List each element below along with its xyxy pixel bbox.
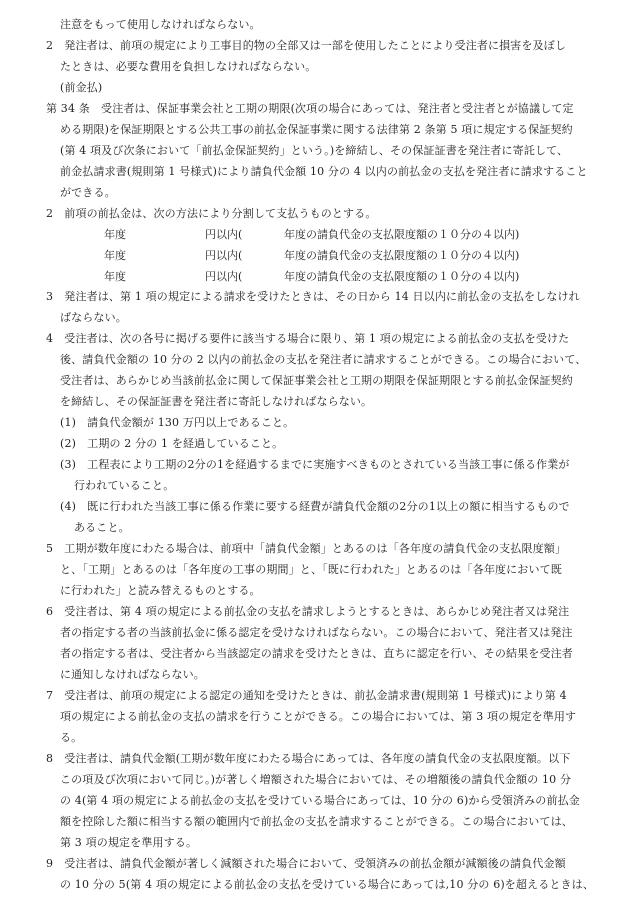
text-line: に通知しなければならない。 — [60, 668, 205, 681]
text-line: 行われていること。 — [74, 479, 175, 492]
text-line: (第 4 項及び次条において「前払金保証契約」という。)を締結し、その保証証書を発注者に寄託して、 — [60, 144, 569, 157]
text-line: たときは、必要な費用を負担しなければならない。 — [60, 60, 317, 73]
text-line: の 10 分の 5(第 4 項の規定による前払金の支払を受けている場合にあっては,10 分の 6)を超えるときは、 — [60, 878, 594, 891]
table-cell: 円以内( — [205, 249, 243, 262]
text-line: る。 — [60, 731, 83, 744]
text-line: 項の規定による前払金の支払の請求を行うことができる。この場合においては、第 3 項の規定を準用す — [60, 710, 577, 723]
table-cell: 年度 — [104, 249, 126, 262]
text-line: 7 受注者は、前項の規定による認定の通知を受けたときは、前払金請求書(規則第 1 号様式)により第 4 — [46, 689, 567, 702]
text-line: 前金払請求書(規則第 1 号様式)により請負代金額 10 分の 4 以内の前払金の支払を発注者に請求すること — [60, 165, 588, 178]
text-line: 後、請負代金額の 10 分の 2 以内の前払金の支払を発注者に請求することができる。この場合において、 — [60, 353, 587, 366]
text-line: 者の指定する者の当該前払金に係る認定を受けなければならない。この場合において、発注者又は発注 — [60, 626, 573, 639]
text-line: (1) 請負代金額が 130 万円以上であること。 — [60, 416, 295, 429]
text-line: (4) 既に行われた当該工事に係る作業に要する経費が請負代金額の2分の1以上の額に相当するもので — [60, 500, 570, 513]
text-line: 4 受注者は、次の各号に掲げる要件に該当する場合に限り、第 1 項の規定による前払金の支払を受けた — [46, 332, 570, 345]
table-cell: 年度 — [104, 270, 126, 283]
text-line: に行われた」と読み替えるものとする。 — [60, 584, 261, 597]
text-line: (前金払) — [60, 81, 103, 94]
table-cell: 年度の請負代金の支払限度額の１０分の４以内) — [284, 249, 520, 262]
text-line: 第 3 項の規定を準用する。 — [60, 836, 198, 849]
text-line: 受注者は、あらかじめ当該前払金に関して保証事業会社と工期の期限を保証期限とする前払金保証契約 — [60, 374, 573, 387]
text-line: 3 発注者は、第 1 項の規定による請求を受けたときは、その日から 14 日以内に前払金の支払をしなけれ — [46, 290, 580, 303]
text-line: を締結し、その保証証書を発注者に寄託しなければならない。 — [60, 395, 373, 408]
text-line: ばならない。 — [60, 311, 127, 324]
text-line: 者の指定する者は、受注者から当該認定の請求を受けたときは、直ちに認定を行い、その結果を受注者 — [60, 647, 573, 660]
table-cell: 年度の請負代金の支払限度額の１０分の４以内) — [284, 270, 520, 283]
text-line: この項及び次項において同じ。)が著しく増額された場合においては、その増額後の請負代金額の 10 分 — [60, 773, 572, 786]
text-line: 額を控除した額に相当する額の範囲内で前払金の支払を請求することができる。この場合においては、 — [60, 815, 573, 828]
text-line: 5 工期が数年度にわたる場合は、前項中「請負代金額」とあるのは「各年度の請負代金の支払限度額」 — [46, 542, 567, 555]
text-line: 注意をもって使用しなければならない。 — [60, 18, 261, 31]
text-line: ができる。 — [60, 186, 116, 199]
text-line: める期限)を保証期限とする公共工事の前払金保証事業に関する法律第 2 条第 5 項に規定する保証契約 — [60, 123, 573, 136]
table-cell: 年度の請負代金の支払限度額の１０分の４以内) — [284, 228, 520, 241]
text-line: 8 受注者は、請負代金額(工期が数年度にわたる場合にあっては、各年度の請負代金の支払限度額。以下 — [46, 752, 571, 765]
text-line: (2) 工期の 2 分の 1 を経過していること。 — [60, 437, 284, 450]
text-line: (3) 工程表により工期の2分の1を経過するまでに実施すべきものとされている当該工事に係る作業が — [60, 458, 570, 471]
text-line: 2 前項の前払金は、次の方法により分割して支払うものとする。 — [46, 207, 377, 220]
table-cell: 円以内( — [205, 228, 243, 241]
text-line: あること。 — [74, 521, 130, 534]
text-line: 第 34 条 受注者は、保証事業会社と工期の期限(次項の場合にあっては、発注者と受注者とが協議して定 — [46, 102, 574, 115]
text-line: 9 受注者は、請負代金額が著しく減額された場合において、受領済みの前払金額が減額後の請負代金額 — [46, 857, 566, 870]
text-line: と、「工期」とあるのは「各年度の工事の期間」と、「既に行われた」とあるのは「各年度において既 — [60, 563, 562, 576]
text-line: 6 受注者は、第 4 項の規定による前払金の支払を請求しようとするときは、あらかじめ発注者又は発注 — [46, 605, 570, 618]
text-line: 2 発注者は、前項の規定により工事目的物の全部又は一部を使用したことにより受注者に損害を及ぼし — [46, 39, 567, 52]
text-line: の 4(第 4 項の規定による前払金の支払を受けている場合にあっては、10 分の 6)から受領済みの前払金 — [60, 794, 580, 807]
table-cell: 円以内( — [205, 270, 243, 283]
table-cell: 年度 — [104, 228, 126, 241]
